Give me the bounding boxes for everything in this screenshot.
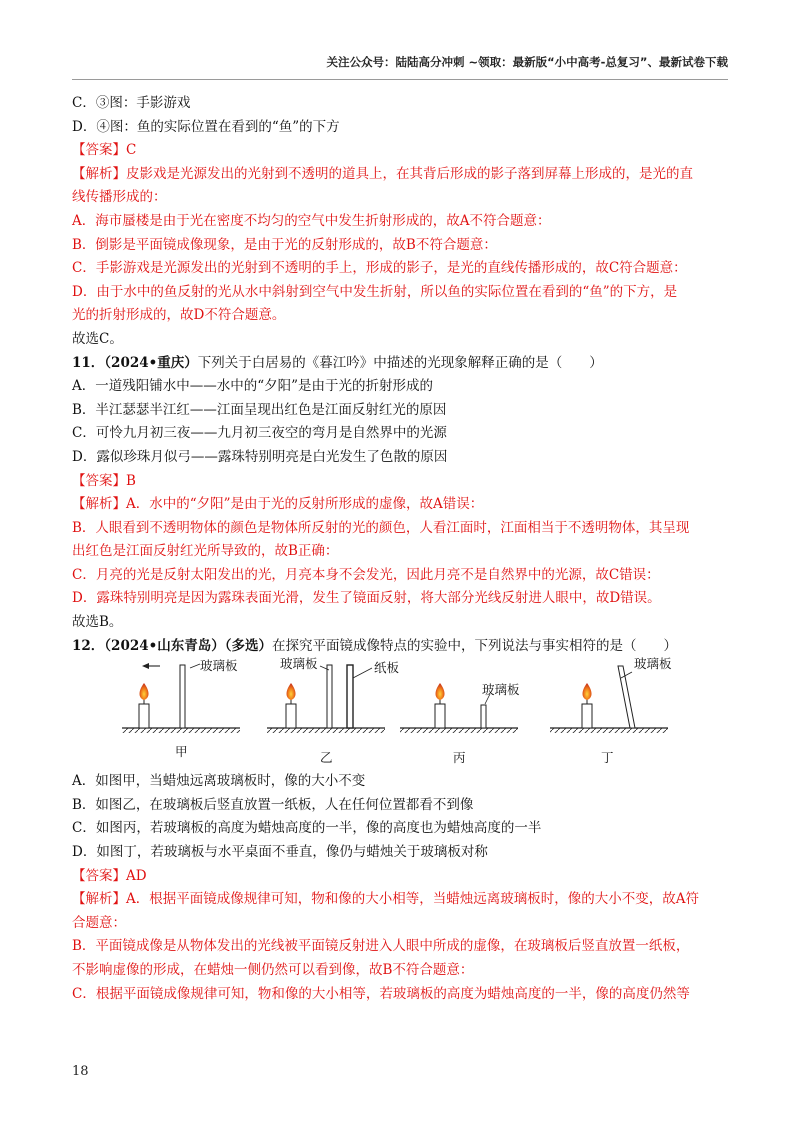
q12-number: 12． [72,637,105,654]
q12-source: （2024•山东青岛） [104,637,225,654]
glass-label-bing: 玻璃板 [482,682,520,698]
q12-option-d: D．如图丁，若玻璃板与水平桌面不垂直，像仍与蜡烛关于玻璃板对称 [72,844,488,861]
q12-analysis-a1 [72,888,732,912]
q10-option-c: C．③图：手影游戏 [72,95,191,111]
q11-option-c: C．可怜九月初三夜——九月初三夜空的弯月是自然界中的光源 [72,425,447,442]
page-number: 18 [72,1064,89,1079]
q10-analysis-intro-cont: 线传播形成的： [72,189,167,206]
q11-option-b: B．半江瑟瑟半江红——江面呈现出红色是江面反射红光的原因 [72,401,447,418]
setup-ding [550,666,668,733]
q12-analysis-b2: 不影响虚像的形成，在蜡烛一侧仍然可以看到像，故B不符合题意： [72,962,474,978]
q11-stem [72,352,732,376]
q11-option-d: D．露似珍珠月似弓——露珠特别明亮是白光发生了色散的原因 [72,448,448,465]
q12-stem [72,635,732,659]
caption-jia: 甲 [175,744,188,760]
analysis-text: 皮影戏是光源发出的光射到不透明的道具上，在其背后形成的影子落到屏幕上形成的，是光的直 [126,165,693,182]
figure-drawing [72,658,732,770]
caption-bing: 丙 [453,750,466,766]
caption-yi: 乙 [320,750,333,766]
q12-analysis-a2: 合题意： [72,914,126,931]
analysis-text: A．水中的“夕阳”是由于光的反射所形成的虚像，故A错误： [126,496,484,513]
caption-ding: 丁 [601,750,614,766]
q12-option-c: C．如图丙，若玻璃板的高度为蜡烛高度的一半，像的高度也为蜡烛高度的一半 [72,820,542,837]
analysis-label: 【解析】 [72,165,126,182]
q12-analysis-c1: C．根据平面镜成像规律可知，物和像的大小相等，若玻璃板的高度为蜡烛高度的一半，像的高度仍然等 [72,985,690,1002]
header-divider [72,79,728,80]
q10-analysis-intro [72,163,732,187]
paper-label-yi: 纸板 [374,660,400,676]
q10-analysis-d2: 光的折射形成的，故D不符合题意。 [72,307,286,324]
q11-analysis-b1: B．人眼看到不透明物体的颜色是物体所反射的光的颜色，人看江面时，江面相当于不透明物体，其呈现 [72,519,690,536]
q12-answer: 【答案】AD [72,867,147,884]
q11-analysis-d: D．露珠特别明亮是因为露珠表面光滑，发生了镜面反射，将大部分光线反射进人眼中，故D错误。 [72,590,661,607]
q11-option-a: A．一道残阳铺水中——水中的“夕阳”是由于光的折射形成的 [72,378,434,395]
q12-multi: （多选） [224,637,272,654]
glass-label-yi: 玻璃板 [280,656,318,672]
q12-stem-text: 在探究平面镜成像特点的实验中，下列说法与事实相符的是（ ） [272,637,677,654]
glass-label-jia: 玻璃板 [200,658,238,674]
q10-conclusion: 故选C。 [72,330,123,347]
q11-analysis-b2: 出红色是江面反射红光所导致的，故B正确： [72,543,339,560]
q10-analysis-d1: D．由于水中的鱼反射的光从水中斜射到空气中发生折射，所以鱼的实际位置在看到的“鱼”的下方，是 [72,283,678,300]
q10-analysis-c: C．手影游戏是光源发出的光射到不透明的手上，形成的影子，是光的直线传播形成的，故C符合题意： [72,260,687,277]
q11-stem-text: 下列关于白居易的《暮江吟》中描述的光现象解释正确的是（ ） [197,354,603,371]
q10-option-d: D．④图：鱼的实际位置在看到的“鱼”的下方 [72,118,340,135]
document-body [72,92,732,1006]
analysis-label: 【解析】 [72,496,126,513]
glass-label-ding: 玻璃板 [634,656,672,672]
q11-answer: 【答案】B [72,472,136,489]
q11-analysis-a [72,493,732,517]
q11-analysis-c: C．月亮的光是反射太阳发出的光，月亮本身不会发光，因此月亮不是自然界中的光源，故C错误： [72,566,660,583]
q10-analysis-b: B．倒影是平面镜成像现象，是由于光的反射形成的，故B不符合题意： [72,236,497,253]
q10-answer: 【答案】C [72,142,137,159]
q11-conclusion: 故选B。 [72,614,123,631]
q12-option-a: A．如图甲，当蜡烛远离玻璃板时，像的大小不变 [72,773,366,790]
q12-option-b: B．如图乙，在玻璃板后竖直放置一纸板，人在任何位置都看不到像 [72,796,474,813]
page-header: 关注公众号：陆陆高分冲刺 ~领取：最新版“小中高考-总复习”、最新试卷下载 [326,55,728,69]
q11-source: （2024•重庆） [104,354,198,371]
q12-analysis-b1: B．平面镜成像是从物体发出的光线被平面镜反射进入人眼中所成的虚像，在玻璃板后竖直放置一纸板， [72,938,690,955]
setup-yi [267,665,385,733]
q11-number: 11． [72,354,105,371]
q10-analysis-a: A．海市蜃楼是由于光在密度不均匀的空气中发生折射形成的，故A不符合题意： [72,212,551,229]
analysis-text: A．根据平面镜成像规律可知，物和像的大小相等，当蜡烛远离玻璃板时，像的大小不变，故A符 [126,891,699,908]
mirror-experiment-figure [72,658,732,770]
analysis-label: 【解析】 [72,891,126,908]
